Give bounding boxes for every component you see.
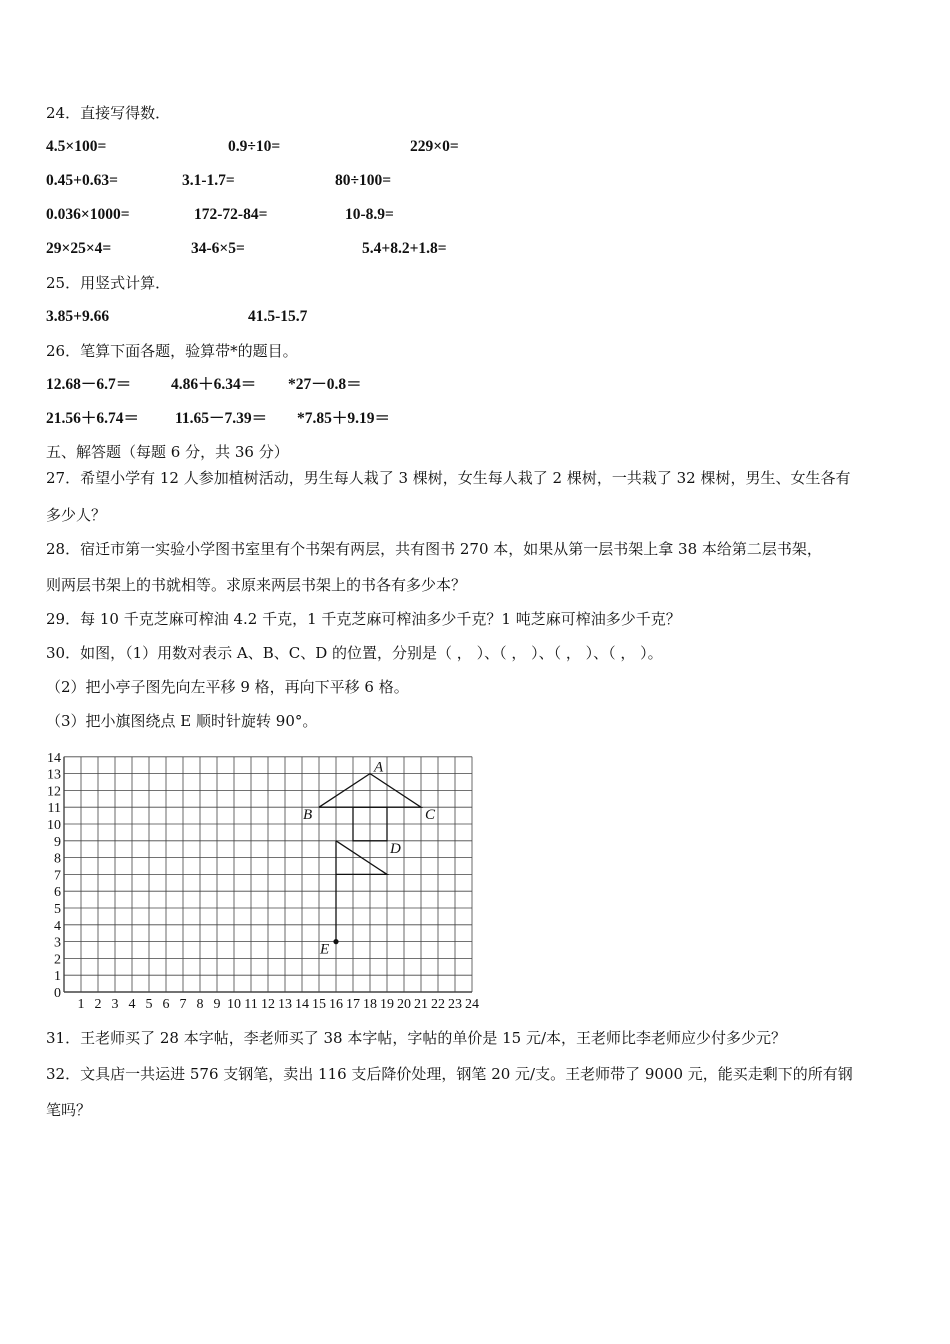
expression: *27－0.8＝ [288, 376, 362, 393]
q30-part2: （2）把小亭子图先向左平移 9 格，再向下平移 6 格。 [46, 678, 409, 696]
x-tick-label: 14 [295, 997, 309, 1012]
q24-row [46, 137, 646, 157]
expression: 12.68－6.7＝ [46, 376, 132, 393]
q32-line1: 32．文具店一共运进 576 支钢笔，卖出 116 支后降价处理，钢笔 20 元/支。王老师带了 9000 元，能买走剩下的所有钢 [46, 1065, 853, 1083]
q25-row [46, 307, 646, 327]
q24-row [46, 205, 646, 225]
q24-row [46, 239, 646, 259]
q27-line2: 多少人？ [46, 506, 107, 524]
expression: 4.5×100= [46, 138, 107, 155]
expression: 41.5-15.7 [248, 308, 308, 325]
x-tick-label: 4 [128, 997, 136, 1012]
x-tick-label: 19 [380, 997, 394, 1012]
y-tick-label: 11 [47, 801, 61, 817]
point-label-e: E [320, 941, 330, 958]
y-tick-label: 7 [54, 868, 61, 884]
expression: 3.1-1.7= [182, 172, 235, 189]
expression: 0.45+0.63= [46, 172, 118, 189]
x-tick-label: 7 [179, 997, 187, 1012]
q28-line1: 28．宿迁市第一实验小学图书室里有个书架有两层，共有图书 270 本，如果从第一层书架上拿 38 本给第二层书架， [46, 540, 822, 558]
q27-line1: 27．希望小学有 12 人参加植树活动，男生每人栽了 3 棵树，女生每人栽了 2 棵树，一共栽了 32 棵树，男生、女生各有 [46, 469, 851, 487]
expression: *7.85＋9.19＝ [297, 410, 391, 427]
point-label-b: B [303, 807, 313, 824]
y-tick-label: 12 [47, 784, 61, 800]
x-tick-label: 11 [244, 997, 258, 1012]
x-tick-label: 17 [346, 997, 360, 1012]
expression: 10-8.9= [345, 206, 394, 223]
expression: 0.9÷10= [228, 138, 281, 155]
point-label-c: C [425, 807, 436, 824]
expression: 29×25×4= [46, 240, 112, 257]
x-tick-label: 21 [414, 997, 428, 1012]
y-tick-label: 3 [54, 935, 61, 951]
q26-row [46, 409, 646, 429]
y-tick-label: 8 [54, 851, 61, 867]
q29-text: 29．每 10 千克芝麻可榨油 4.2 千克，1 千克芝麻可榨油多少千克？1 吨芝麻可榨油多少千克？ [46, 610, 681, 628]
x-tick-label: 6 [162, 997, 170, 1012]
expression: 80÷100= [335, 172, 392, 189]
q32-line2: 笔吗？ [46, 1101, 92, 1119]
y-tick-label: 1 [54, 969, 61, 985]
x-tick-label: 1 [77, 997, 85, 1012]
x-tick-label: 12 [261, 997, 275, 1012]
x-tick-label: 13 [278, 997, 292, 1012]
y-tick-label: 10 [47, 818, 61, 833]
x-tick-label: 24 [465, 997, 479, 1012]
q26-title: 26．笔算下面各题，验算带*的题目。 [46, 342, 298, 360]
x-tick-label: 10 [227, 997, 241, 1012]
x-tick-label: 5 [145, 997, 153, 1012]
x-tick-label: 23 [448, 997, 462, 1012]
section-heading: 五、解答题（每题 6 分，共 36 分） [46, 443, 289, 461]
q26-row [46, 375, 646, 395]
expression: 21.56＋6.74＝ [46, 410, 140, 427]
q30-part1: 30．如图，（1）用数对表示 A、B、C、D 的位置，分别是（ ， ）、（ ， ）、（ ， ）、（ ， ）。 [46, 644, 663, 662]
expression: 34-6×5= [191, 240, 245, 257]
y-tick-label: 6 [54, 885, 61, 901]
point-e-dot [333, 939, 338, 944]
q25-title: 25．用竖式计算． [46, 274, 171, 292]
q31-text: 31．王老师买了 28 本字帖，李老师买了 38 本字帖，字帖的单价是 15 元/本，王老师比李老师应少付多少元？ [46, 1029, 787, 1047]
y-tick-label: 0 [54, 986, 61, 1001]
y-tick-label: 5 [54, 902, 61, 917]
x-tick-label: 2 [94, 997, 102, 1012]
expression: 5.4+8.2+1.8= [362, 240, 447, 257]
expression: 11.65－7.39＝ [175, 410, 268, 427]
x-tick-label: 9 [213, 997, 221, 1012]
x-tick-label: 22 [431, 997, 445, 1012]
q30-part3: （3）把小旗图绕点 E 顺时针旋转 90°。 [46, 712, 318, 730]
y-tick-label: 9 [54, 834, 61, 850]
x-tick-label: 8 [196, 997, 204, 1012]
q28-line2: 则两层书架上的书就相等。求原来两层书架上的书各有多少本？ [46, 576, 467, 594]
x-tick-label: 20 [397, 997, 411, 1012]
coordinate-grid-figure [40, 742, 490, 1012]
y-tick-label: 4 [54, 918, 61, 934]
x-tick-label: 16 [329, 997, 343, 1012]
x-tick-label: 3 [111, 997, 119, 1012]
expression: 229×0= [410, 138, 459, 155]
y-tick-label: 14 [47, 750, 61, 766]
x-tick-label: 18 [363, 997, 377, 1012]
expression: 4.86＋6.34＝ [171, 376, 257, 393]
grid-svg [40, 742, 490, 1012]
point-label-a: A [374, 759, 384, 776]
x-tick-label: 15 [312, 997, 326, 1012]
expression: 0.036×1000= [46, 206, 130, 223]
q24-row [46, 171, 646, 191]
y-tick-label: 13 [47, 767, 61, 783]
expression: 3.85+9.66 [46, 308, 110, 325]
y-tick-label: 2 [54, 952, 61, 968]
expression: 172-72-84= [194, 206, 268, 223]
q24-title: 24．直接写得数． [46, 104, 171, 122]
point-label-d: D [390, 840, 401, 857]
